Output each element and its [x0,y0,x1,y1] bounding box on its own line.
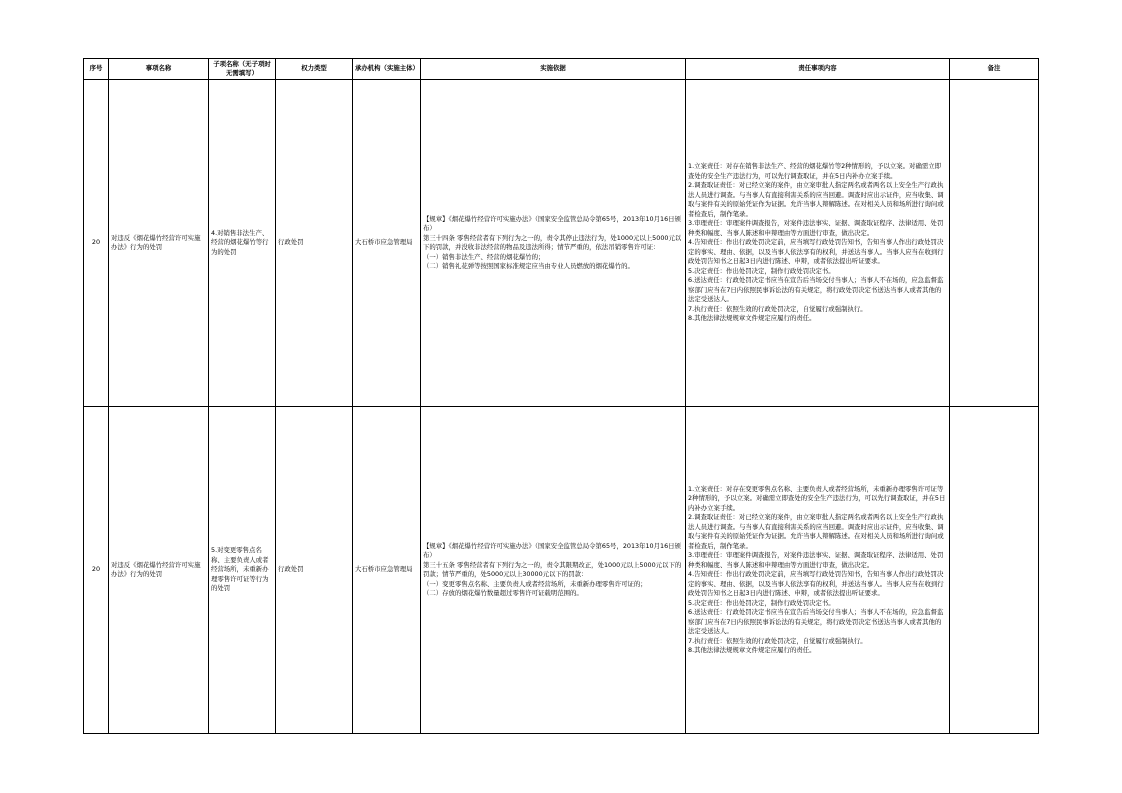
responsibility-line: 7.执行责任：依照生效的行政处罚决定，自觉履行或强制执行。 [688,304,867,313]
seq-cell: 20 [84,407,109,734]
power-type-cell: 行政处罚 [276,407,353,734]
sub-item-cell: 5.对变更零售点名称、主要负责人或者经营场所，未重新办理零售许可证等行为的处罚 [209,407,276,734]
responsibility-line: 3.审理责任：审理案件调查报告，对案件违法事实、证据、调查取证程序、法律适用、处罚种类和幅度、当事人陈述和申辩理由等方面进行审查，做出决定。 [688,219,944,237]
responsibility-line: 4.告知责任：作出行政处罚决定前，应当填写行政处罚告知书，告知当事人作出行政处罚决定的事实、理由、依据，以及当事人依法享有的权利，并送达当事人。当事人应当在收到行政处罚告知书之日起3日内进行陈述、申辩，或者依法提出听证要求。 [688,238,944,266]
header-sub-item: 子项名称（无子项时无需填写） [209,59,276,80]
agency-cell: 大石桥市应急管理局 [353,407,421,734]
item-name-cell: 对违反《烟花爆竹经营许可实施办法》行为的处罚 [109,407,209,734]
basis-cell [421,407,686,734]
power-list-table [83,58,1039,734]
basis-line: 【规章】《烟花爆竹经营许可实施办法》（国家安全监管总局令第65号，2013年10月16日颁布） [423,214,681,232]
responsibility-line: 6.送达责任：行政处罚决定书应当在宣告后当场交付当事人；当事人不在场的，应急监督监察部门应当在7日内依照民事诉讼法的有关规定，将行政处罚决定书送达当事人或者其他的法定受送达人。 [688,276,944,304]
table-row [84,80,1039,407]
header-item-name: 事项名称 [109,59,209,80]
responsibility-line: 3.审理责任：审理案件调查报告，对案件违法事实、证据、调查取证程序、法律适用、处罚种类和幅度、当事人陈述和申辩理由等方面进行审查，做出决定。 [688,551,944,569]
power-type-cell: 行政处罚 [276,80,353,407]
header-power-type: 权力类型 [276,59,353,80]
remark-cell [950,80,1039,407]
basis-line: （一）销售非法生产、经营的烟花爆竹的； [423,252,545,261]
responsibility-line: 7.执行责任：依照生效的行政处罚决定，自觉履行或强制执行。 [688,636,867,645]
basis-line: （一）变更零售点名称、主要负责人或者经营场所，未重新办理零售许可证的； [423,579,647,588]
table-row [84,407,1039,734]
basis-line: （二）销售礼花弹等按照国家标准规定应当由专业人员燃放的烟花爆竹的。 [423,262,634,270]
responsibility-line: 2.调查取证责任：对已经立案的案件，由立案审批人指定两名或者两名以上安全生产行政执法人员进行调查。与当事人有直接利害关系的应当回避。调查时应出示证件，应当收集、调取与案件有关的原始凭证作为证据。允许当事人辩解陈述。在对相关人员和场所进行询问或者检查后，制作笔录。 [688,181,944,218]
basis-cell [421,80,686,407]
responsibility-line: 2.调查取证责任：对已经立案的案件，由立案审批人指定两名或者两名以上安全生产行政执法人员进行调查。与当事人有直接利害关系的应当回避。调查时应出示证件，应当收集、调取与案件有关的原始凭证作为证据。允许当事人辩解陈述。在对相关人员和场所进行询问或者检查后，制作笔录。 [688,513,944,550]
seq-cell: 20 [84,80,109,407]
header-basis: 实施依据 [421,59,686,80]
sub-item-cell: 4.对销售非法生产、经营的烟花爆竹等行为的处罚 [209,80,276,407]
agency-cell: 大石桥市应急管理局 [353,80,421,407]
remark-cell [950,407,1039,734]
responsibility-line: 8.其他法律法规规章文件规定应履行的责任。 [688,314,816,323]
responsibility-line: 1.立案责任：对存在变更零售点名称、主要负责人或者经营场所，未重新办理零售许可证等2种情形的，予以立案。对确需立即查处的安全生产违法行为，可以先行调查取证，并在5日内补办立案手续。 [688,484,946,512]
responsibility-line: 6.送达责任：行政处罚决定书应当在宣告后当场交付当事人；当事人不在场的，应急监督监察部门应当在7日内依照民事诉讼法的有关规定，将行政处罚决定书送达当事人或者其他的法定受送达人。 [688,608,944,635]
responsibility-line: 4.告知责任：作出行政处罚决定前，应当填写行政处罚告知书，告知当事人作出行政处罚决定的事实、理由、依据，以及当事人依法享有的权利，并送达当事人。当事人应当在收到行政处罚告知书之日起3日内进行陈述、申辩，或者依法提出听证要求。 [688,570,944,597]
header-seq: 序号 [84,59,109,80]
item-name-cell: 对违反《烟花爆竹经营许可实施办法》行为的处罚 [109,80,209,407]
header-remark: 备注 [950,59,1039,80]
responsibilities-cell [686,80,950,407]
basis-line: 第三十五条 零售经营者有下列行为之一的，责令其限期改正，处1000元以上5000元以下的罚款；情节严重的，处5000元以上30000元以下的罚款： [423,560,682,578]
basis-line: 第三十四条 零售经营者有下列行为之一的，责令其停止违法行为，处1000元以上5000元以下的罚款，并没收非法经营的物品及违法所得；情节严重的，依法吊销零售许可证： [423,233,682,251]
header-row [84,59,1039,80]
responsibilities-cell [686,407,950,734]
basis-line: 【规章】《烟花爆竹经营许可实施办法》（国家安全监管总局令第65号，2013年10月16日颁布） [423,541,681,559]
responsibility-line: 8.其他法律法规规章文件规定应履行的责任。 [688,646,816,654]
responsibility-line: 5.决定责任：作出处罚决定，制作行政处罚决定书。 [688,266,835,275]
header-agency: 承办机构（实施主体） [353,59,421,80]
responsibility-line: 1.立案责任：对存在销售非法生产、经营的烟花爆竹等2种情形的，予以立案。对确需立即查处的安全生产违法行为，可以先行调查取证，并在5日内补办立案手续。 [688,162,942,180]
responsibility-line: 5.决定责任：作出处罚决定，制作行政处罚决定书。 [688,598,835,607]
basis-line: （二）存放的烟花爆竹数量超过零售许可证载明范围的。 [423,589,583,597]
header-responsibilities: 责任事项内容 [686,59,950,80]
